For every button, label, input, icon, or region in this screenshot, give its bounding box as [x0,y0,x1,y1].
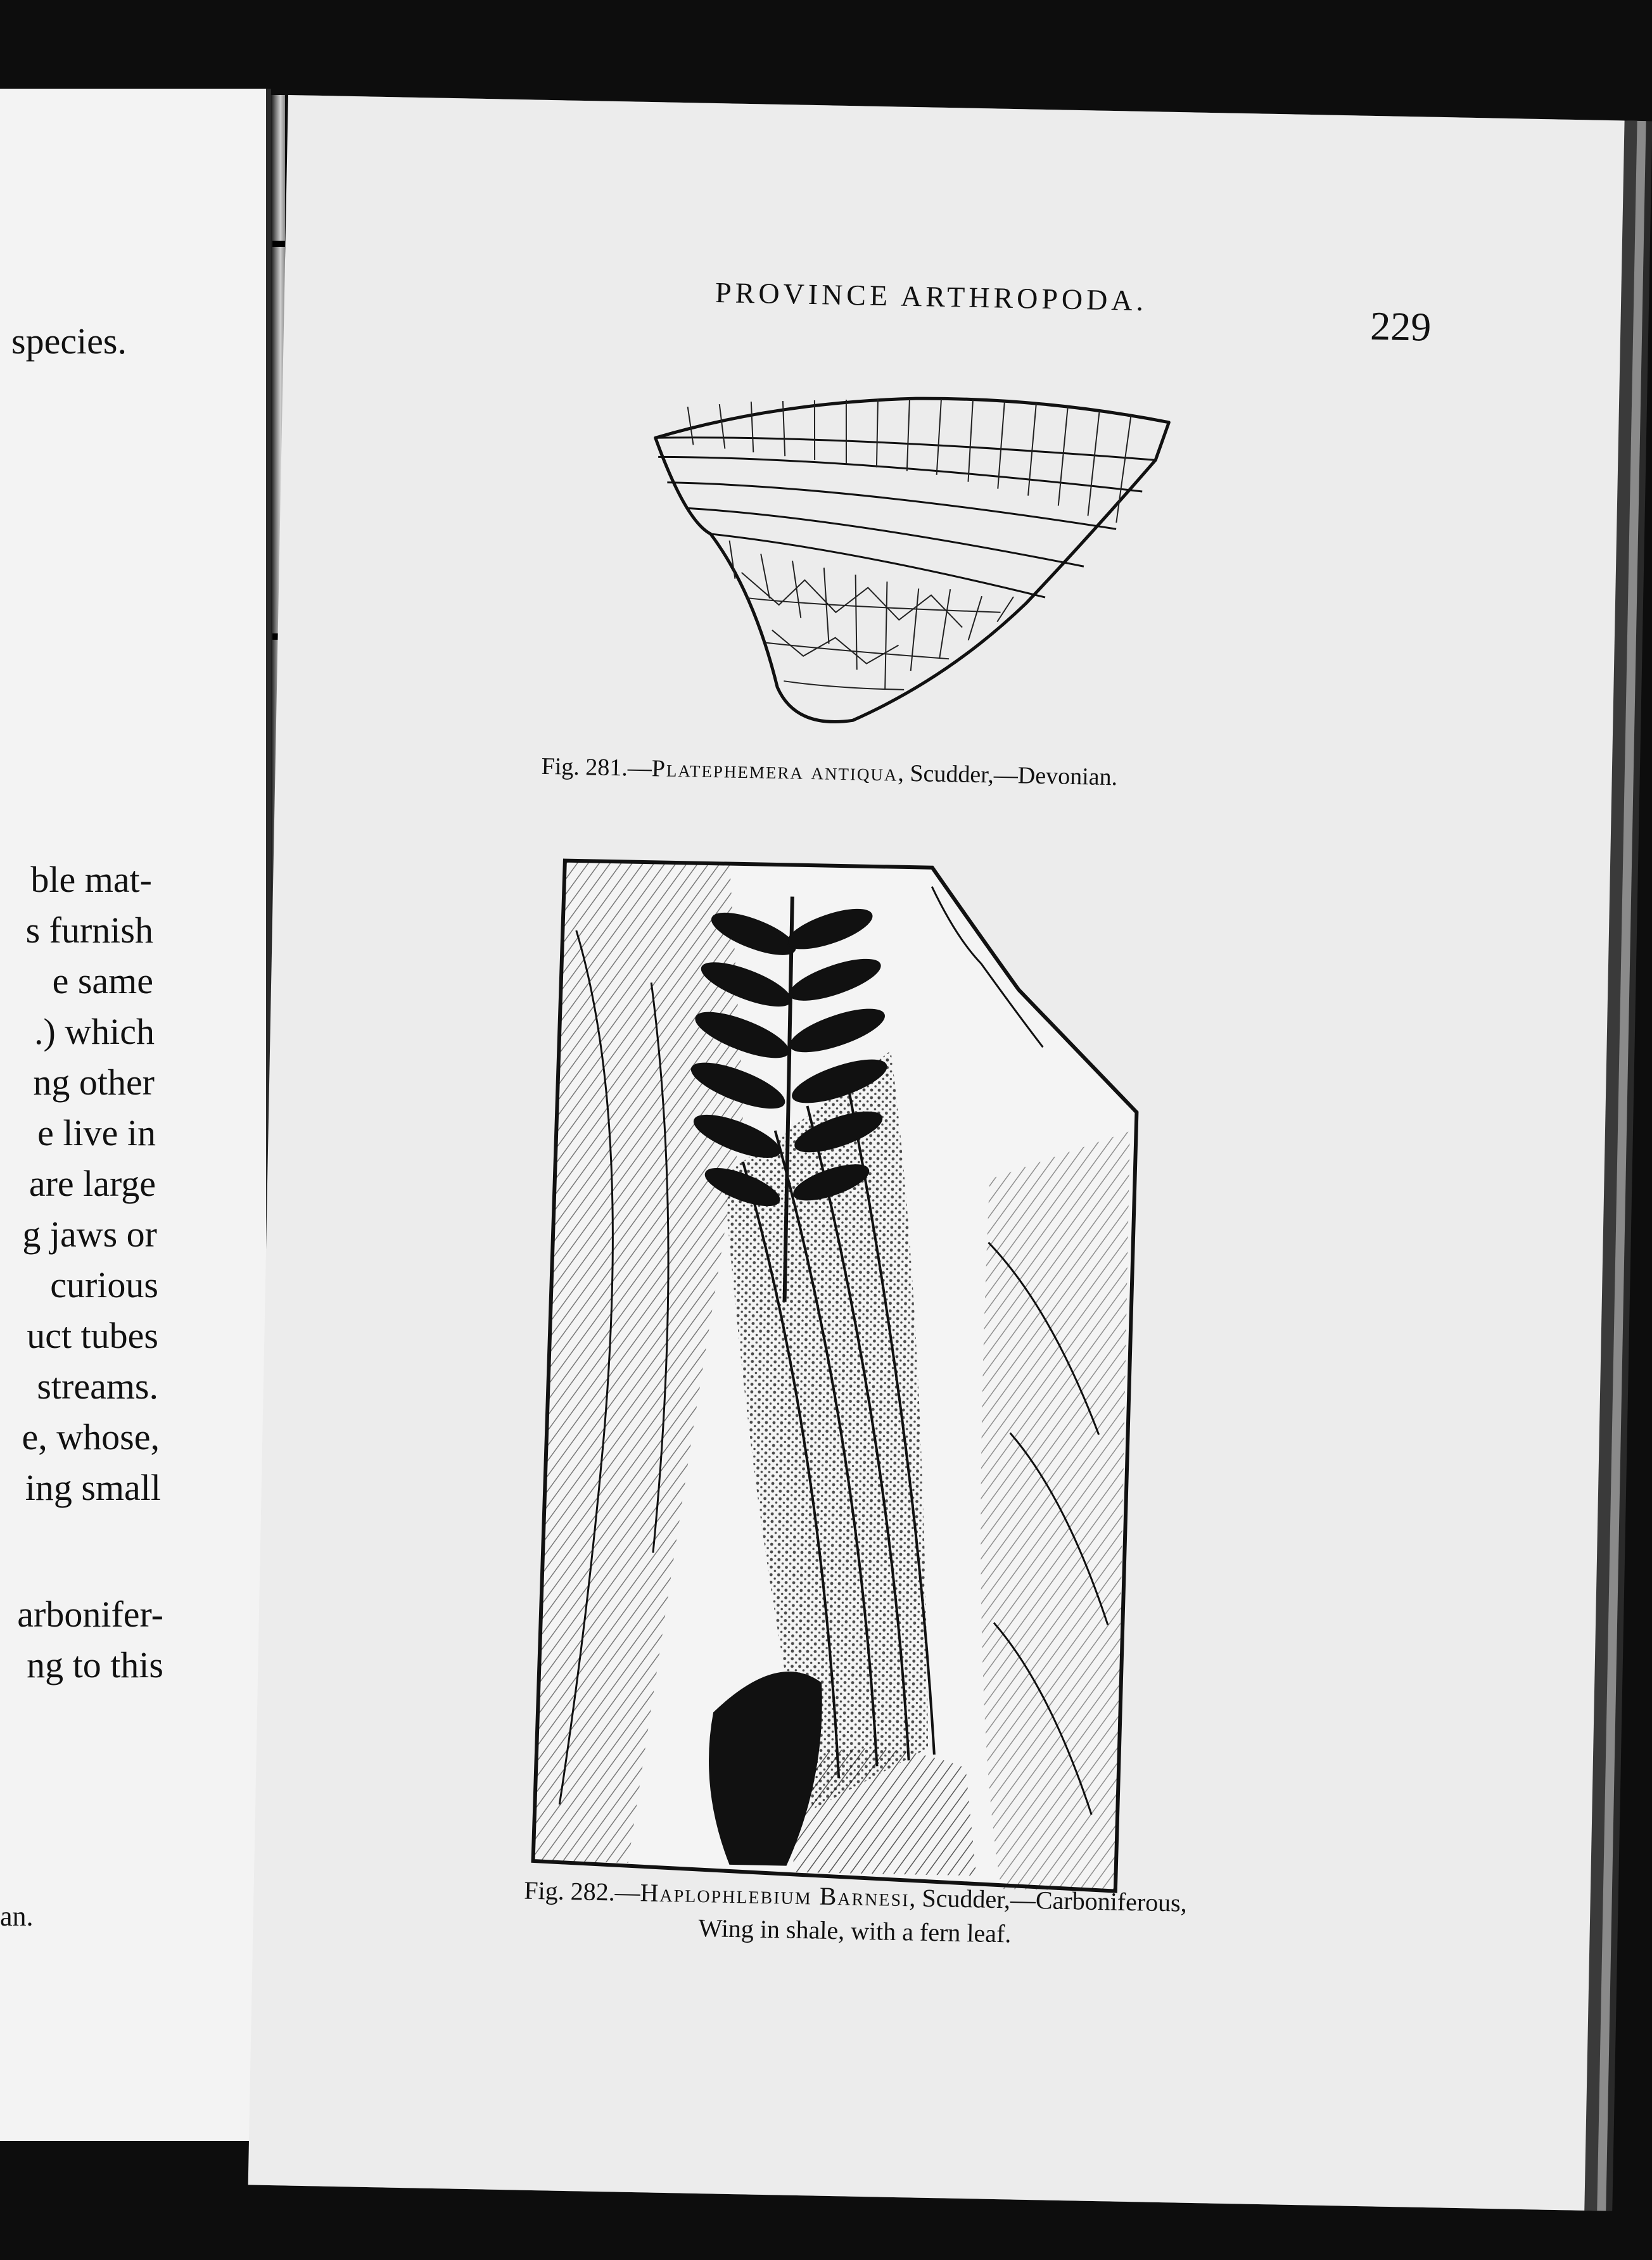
left-text-line: streams. [37,1366,158,1407]
left-text-line: curious [50,1264,158,1305]
caption-line-2: Wing in shale, with a fern leaf. [698,1913,1012,1948]
left-text-line: an. [0,1901,34,1932]
caption-prefix: Fig. 281.— [541,752,652,782]
running-head: PROVINCE ARTHROPODA. [715,276,1148,317]
left-text-line: ing small [25,1467,161,1508]
left-text-line: species. [11,321,127,362]
species-name: Haplophlebium Barnesi [640,1878,910,1912]
left-text-line: ng other [33,1062,155,1103]
left-text-line: uct tubes [27,1315,158,1356]
left-text-line: e, whose, [22,1416,160,1457]
fossil-wing-illustration [644,387,1176,733]
left-text-line: ng to this [27,1644,163,1685]
caption-suffix: , Scudder,—Devonian. [898,759,1118,791]
caption-suffix: , Scudder,—Carboniferous, [909,1883,1188,1917]
fossil-shale-illustration [520,854,1167,1898]
caption-prefix: Fig. 282.— [523,1876,641,1907]
left-page [0,89,271,2141]
left-text-line: s furnish [25,910,153,951]
left-text-line: arbonifer- [17,1594,163,1635]
page-number: 229 [1369,303,1432,350]
right-page [248,95,1625,2211]
left-text-line: g jaws or [22,1214,157,1255]
figure-281-caption [541,752,1302,795]
left-text-line: .) which [34,1011,155,1052]
species-name: Platephemera antiqua [651,755,898,787]
left-text-line: are large [29,1163,156,1204]
left-text-line: e same [52,960,153,1001]
left-text-line: ble mat- [30,859,152,900]
left-text-line: e live in [37,1112,156,1153]
